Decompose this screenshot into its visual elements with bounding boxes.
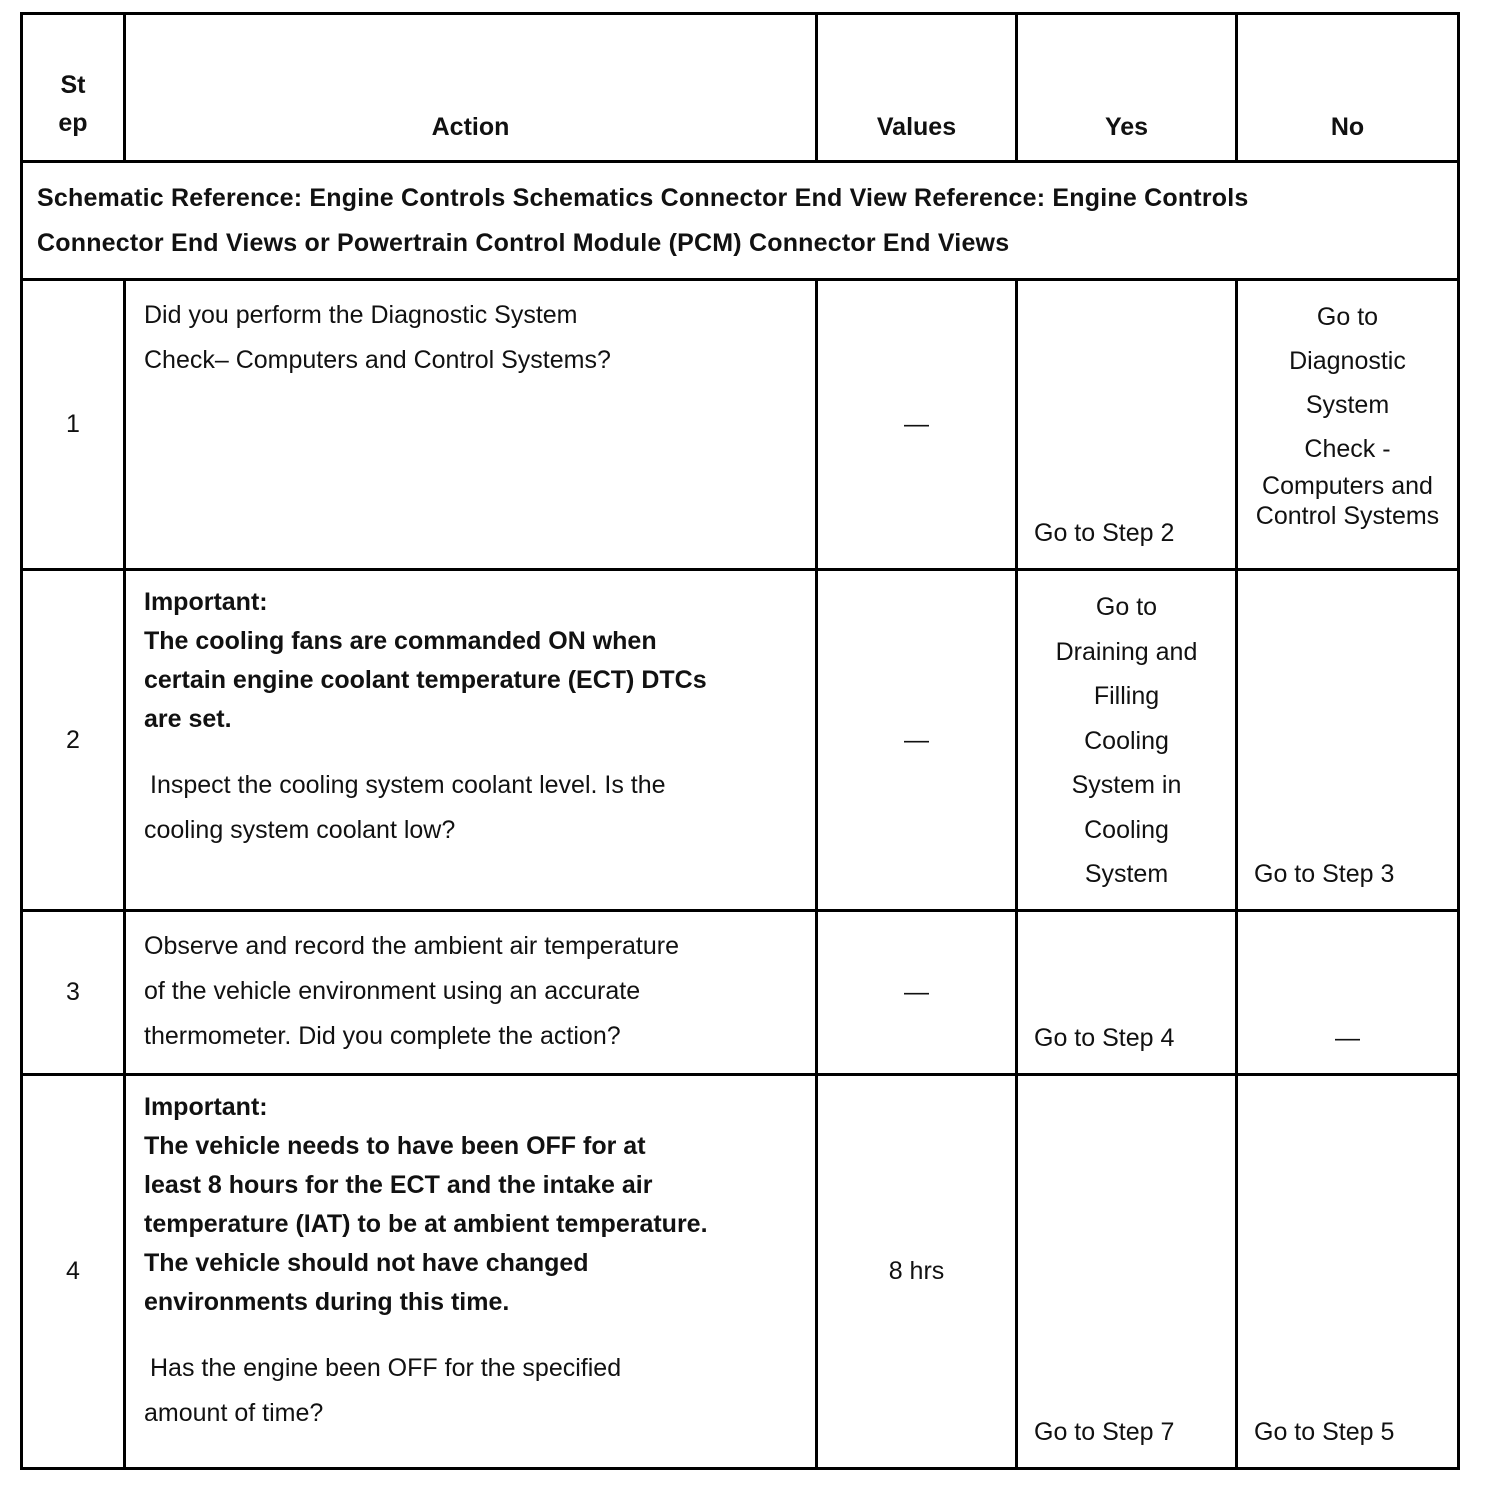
header-no: No <box>1237 14 1459 162</box>
action-line: Check– Computers and Control Systems? <box>144 346 611 374</box>
diagnostic-table <box>20 12 1460 1470</box>
yes-line: Go to <box>1095 593 1158 621</box>
yes-line: System <box>1084 860 1169 888</box>
schematic-reference-row <box>22 162 1459 280</box>
action-cell <box>125 280 817 570</box>
yes-line: Cooling <box>1084 726 1169 755</box>
important-line: The vehicle should not have changed <box>144 1249 589 1277</box>
step-number: 4 <box>22 1075 125 1469</box>
table-row <box>22 570 1459 911</box>
action-line: of the vehicle environment using an accurate <box>144 977 641 1005</box>
schematic-reference <box>22 162 1459 280</box>
action-line: Did you perform the Diagnostic System <box>144 301 578 329</box>
no-line: System <box>1305 391 1390 419</box>
no-cell: — <box>1237 911 1459 1075</box>
yes-line: Filling <box>1093 682 1160 710</box>
yes-cell[interactable]: Go to Step 7 <box>1017 1075 1237 1469</box>
important-line: are set. <box>144 705 232 733</box>
yes-cell[interactable]: Go to Step 2 <box>1017 280 1237 570</box>
no-line: Control Systems <box>1255 502 1440 530</box>
important-line: least 8 hours for the ECT and the intake air <box>144 1171 653 1199</box>
values-cell: 8 hrs <box>817 1075 1017 1469</box>
no-cell[interactable]: Go to Step 5 <box>1237 1075 1459 1469</box>
action-cell <box>125 911 817 1075</box>
yes-line: Draining and <box>1055 637 1198 666</box>
yes-line: System in <box>1071 771 1182 799</box>
step-number: 3 <box>22 911 125 1075</box>
values-cell: — <box>817 570 1017 911</box>
yes-line: Cooling <box>1084 815 1169 844</box>
important-label: Important: <box>144 1093 268 1121</box>
table-row <box>22 1075 1459 1469</box>
important-line: The vehicle needs to have been OFF for at <box>144 1132 646 1160</box>
action-line: cooling system coolant low? <box>144 816 456 844</box>
step-number: 1 <box>22 280 125 570</box>
no-line: Check - <box>1304 435 1391 463</box>
action-line: thermometer. Did you complete the action? <box>144 1022 621 1050</box>
header-yes: Yes <box>1017 14 1237 162</box>
action-cell <box>125 570 817 911</box>
action-line: Has the engine been OFF for the specified <box>150 1354 622 1382</box>
table-row <box>22 911 1459 1075</box>
no-cell[interactable] <box>1237 280 1459 570</box>
values-cell: — <box>817 911 1017 1075</box>
important-line: temperature (IAT) to be at ambient temperature. <box>144 1210 708 1238</box>
header-step-line1: St <box>60 71 86 99</box>
important-label: Important: <box>144 588 268 616</box>
step-number: 2 <box>22 570 125 911</box>
important-line: The cooling fans are commanded ON when <box>144 627 657 655</box>
yes-cell[interactable] <box>1017 570 1237 911</box>
header-row <box>22 14 1459 162</box>
no-cell[interactable]: Go to Step 3 <box>1237 570 1459 911</box>
header-step-line2: ep <box>58 109 88 137</box>
action-line: Inspect the cooling system coolant level. Is the <box>150 771 666 799</box>
header-step <box>22 14 125 162</box>
reference-line1: Schematic Reference: Engine Controls Schematics Connector End View Reference: Engine Controls <box>37 183 1249 212</box>
header-values: Values <box>817 14 1017 162</box>
header-action: Action <box>125 14 817 162</box>
reference-line2: Connector End Views or Powertrain Control Module (PCM) Connector End Views <box>37 228 1010 257</box>
yes-cell[interactable]: Go to Step 4 <box>1017 911 1237 1075</box>
action-line: amount of time? <box>144 1399 324 1427</box>
action-line: Observe and record the ambient air temperature <box>144 932 679 960</box>
important-line: certain engine coolant temperature (ECT) DTCs <box>144 666 707 694</box>
no-line: Diagnostic <box>1289 347 1406 375</box>
values-cell: — <box>817 280 1017 570</box>
no-line: Go to <box>1316 303 1379 331</box>
important-line: environments during this time. <box>144 1288 510 1316</box>
no-line: Computers and <box>1262 472 1433 500</box>
table-row <box>22 280 1459 570</box>
action-cell <box>125 1075 817 1469</box>
